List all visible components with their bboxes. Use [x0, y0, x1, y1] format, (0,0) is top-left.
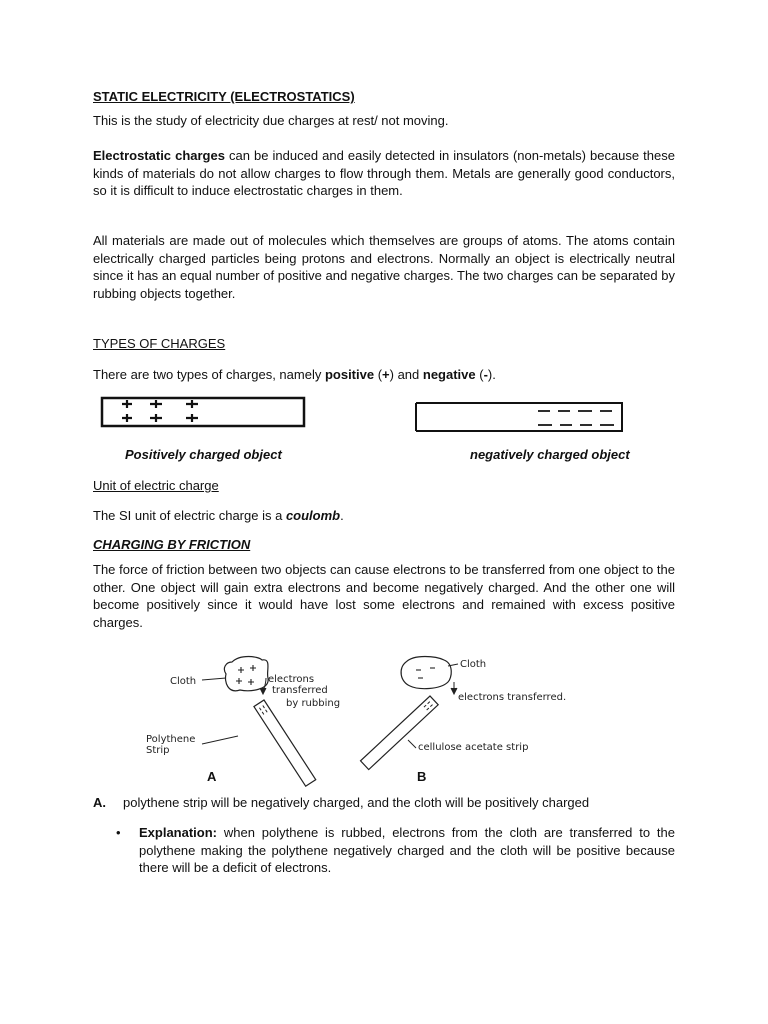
page-title: STATIC ELECTRICITY (ELECTROSTATICS) — [93, 89, 355, 104]
explanation-term: Explanation: — [139, 825, 218, 840]
intro-paragraph: This is the study of electricity due charges at rest/ not moving. — [93, 113, 449, 128]
types-open2: ( — [475, 367, 484, 382]
types-open1: ( — [374, 367, 383, 382]
figure-a-electrons-label-2: transferred — [272, 685, 328, 696]
cloth-a — [224, 657, 268, 691]
types-plus: + — [382, 367, 390, 382]
polythene-strip — [254, 700, 316, 786]
cloth-b — [401, 657, 451, 689]
figure-a-drawing — [140, 650, 360, 765]
result-a-marker: A. — [93, 795, 106, 810]
types-before: There are two types of charges, namely — [93, 367, 325, 382]
types-positive: positive — [324, 367, 375, 382]
figure-b-drawing — [360, 648, 590, 763]
negative-object-drawing — [414, 400, 624, 434]
materials-paragraph: All materials are made out of molecules which themselves are groups of atoms. The atoms contain electrically charged particles being protons and electrons. Normally an object is electrically neutral since it has an equal number of positive and negative charges. The two charges can be separated by rubbing objects together. — [93, 233, 675, 301]
figure-b-label: B — [417, 769, 427, 784]
figure-a-cloth-label: Cloth — [170, 676, 197, 687]
unit-term: coulomb — [285, 508, 341, 523]
positive-caption: Positively charged object — [125, 447, 282, 462]
explanation-bullet: • — [116, 825, 121, 840]
types-close2: ). — [487, 367, 496, 382]
figure-b-electrons-label: electrons transferred. — [458, 692, 567, 703]
figure-b-cloth-label: Cloth — [460, 659, 487, 670]
negative-caption: negatively charged object — [470, 447, 630, 462]
figure-a-strip-label-2: Strip — [146, 745, 170, 756]
positive-object-drawing — [100, 396, 306, 428]
unit-before: The SI unit of electric charge is a — [93, 508, 286, 523]
explanation-paragraph — [139, 824, 675, 877]
explanation-text: when polythene is rubbed, electrons from the cloth are transferred to the polythene making the polythene negatively charged and the cloth will be positive because there will be a deficit of electrons. — [139, 825, 675, 875]
cellulose-acetate-strip — [361, 696, 439, 770]
result-a-text: polythene strip will be negatively charged, and the cloth will be positively charged — [123, 795, 590, 810]
figure-a-strip-label-1: Polythene — [146, 734, 196, 745]
unit-after: . — [340, 508, 344, 523]
types-minus: - — [483, 367, 488, 382]
friction-paragraph: The force of friction between two objects can cause electrons to be transferred from one object to the other. One object will gain extra electrons and become negatively charged. And the other one will become positively since it would have lost some electrons and remained with excess positive charges. — [93, 562, 675, 630]
unit-heading: Unit of electric charge — [93, 478, 219, 493]
friction-heading: CHARGING BY FRICTION — [93, 537, 251, 552]
types-heading: TYPES OF CHARGES — [93, 336, 226, 351]
types-close1: ) and — [389, 367, 423, 382]
figure-a-label: A — [207, 769, 217, 784]
figure-a-electrons-label-1: electrons — [268, 674, 315, 685]
types-paragraph — [93, 366, 675, 384]
unit-paragraph — [93, 507, 675, 525]
types-negative: negative — [422, 367, 476, 382]
electrostatic-paragraph — [93, 147, 675, 200]
figure-b-strip-label: cellulose acetate strip — [418, 742, 529, 753]
figure-a-electrons-label-3: by rubbing — [286, 698, 341, 709]
electrostatic-text: can be induced and easily detected in insulators (non-metals) because these kinds of materials do not allow charges to flow through them. Metals are generally good conductors, so it is difficult to induce electrostatic charges in them. — [93, 148, 675, 198]
electrostatic-term: Electrostatic charges — [93, 148, 225, 163]
